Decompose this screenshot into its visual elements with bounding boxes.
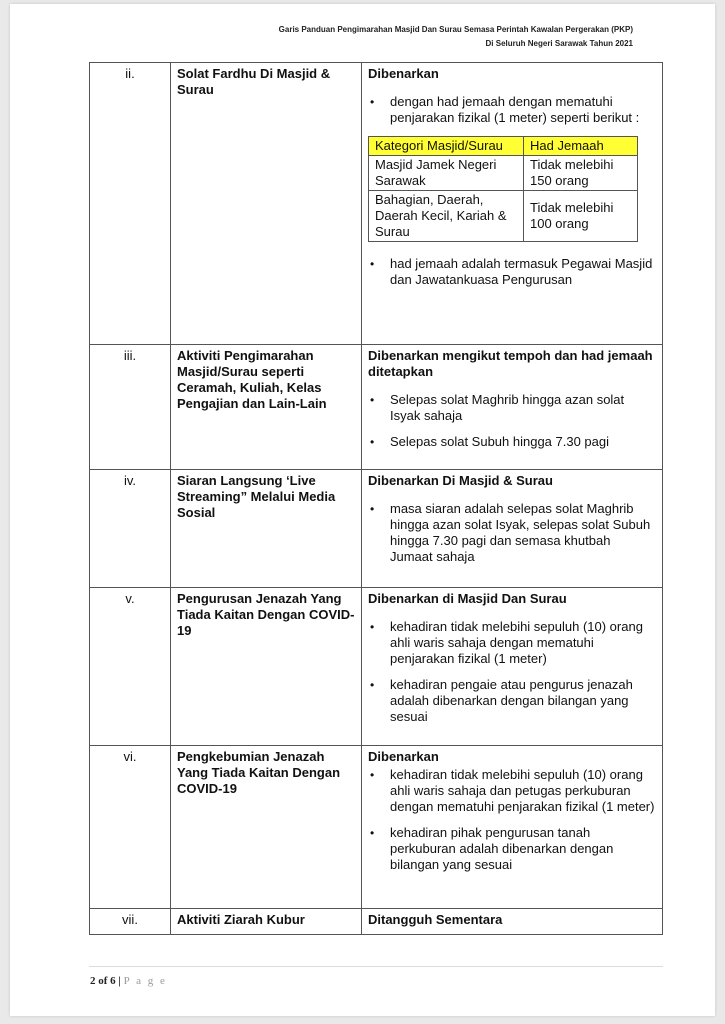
row-description [362, 746, 663, 909]
row-description [362, 63, 663, 345]
subtable-row [369, 191, 638, 242]
table-row [90, 470, 663, 588]
bullet-item: • had jemaah adalah termasuk Pegawai Masjid dan Jawatankuasa Pengurusan [390, 256, 656, 288]
row-title: Aktiviti Pengimarahan Masjid/Surau seperti Ceramah, Kuliah, Kelas Pengajian dan Lain-Lain [171, 345, 362, 470]
capacity-subtable [368, 136, 638, 242]
bullet-item: • kehadiran pihak pengurusan tanah perkuburan adalah dibenarkan dengan bilangan yang sesuai [390, 825, 656, 873]
row-number: ii. [90, 63, 171, 345]
bullet-item: • dengan had jemaah dengan mematuhi penjarakan fizikal (1 meter) seperti berikut : [390, 94, 656, 126]
subtable-header-cell: Kategori Masjid/Surau [369, 137, 524, 156]
row-description [362, 909, 663, 935]
table-row [90, 746, 663, 909]
bullet-item: • Selepas solat Maghrib hingga azan solat Isyak sahaja [390, 392, 656, 424]
footer-separator: | [118, 975, 121, 987]
row-number: iv. [90, 470, 171, 588]
subtable-header-cell: Had Jemaah [524, 137, 638, 156]
bullet-item: • kehadiran pengaie atau pengurus jenazah adalah dibenarkan dengan bilangan yang sesuai [390, 677, 656, 725]
row-title: Siaran Langsung ‘Live Streaming” Melalui Media Sosial [171, 470, 362, 588]
subtable-cell: Tidak melebihi 100 orang [524, 191, 638, 242]
row-title: Aktiviti Ziarah Kubur [171, 909, 362, 935]
row-status: Ditangguh Sementara [368, 912, 503, 927]
page-footer [90, 975, 167, 987]
row-title: Solat Fardhu Di Masjid & Surau [171, 63, 362, 345]
table-row [90, 345, 663, 470]
row-status: Dibenarkan [368, 66, 439, 81]
row-description [362, 345, 663, 470]
row-number: vii. [90, 909, 171, 935]
row-status: Dibenarkan di Masjid Dan Surau [368, 591, 567, 606]
subtable-header [369, 137, 638, 156]
document-page [10, 4, 715, 1016]
subtable-cell: Tidak melebihi 150 orang [524, 156, 638, 191]
guideline-table [89, 62, 663, 935]
subtable-cell: Masjid Jamek Negeri Sarawak [369, 156, 524, 191]
footer-divider [89, 966, 663, 967]
row-number: v. [90, 588, 171, 746]
table-row [90, 63, 663, 345]
row-title: Pengurusan Jenazah Yang Tiada Kaitan Dengan COVID-19 [171, 588, 362, 746]
row-status: Dibenarkan [368, 749, 439, 764]
row-status: Dibenarkan mengikut tempoh dan had jemaah ditetapkan [368, 348, 653, 379]
page-label: P a g e [123, 975, 167, 987]
subtable-cell: Bahagian, Daerah, Daerah Kecil, Kariah & Surau [369, 191, 524, 242]
header-title: Garis Panduan Pengimarahan Masjid Dan Surau Semasa Perintah Kawalan Pergerakan (PKP) [278, 25, 633, 34]
header-subtitle: Di Seluruh Negeri Sarawak Tahun 2021 [485, 39, 633, 48]
bullet-item: • kehadiran tidak melebihi sepuluh (10) orang ahli waris sahaja dan petugas perkuburan dengan mematuhi penjarakan fizikal (1 meter) [390, 767, 656, 815]
table-row [90, 909, 663, 935]
row-number: iii. [90, 345, 171, 470]
table-row [90, 588, 663, 746]
bullet-item: • Selepas solat Subuh hingga 7.30 pagi [390, 434, 656, 450]
page-number: 2 of 6 [90, 975, 116, 987]
subtable-row [369, 156, 638, 191]
bullet-item: • kehadiran tidak melebihi sepuluh (10) orang ahli waris sahaja dengan mematuhi penjarakan fizikal (1 meter) [390, 619, 656, 667]
row-status: Dibenarkan Di Masjid & Surau [368, 473, 553, 488]
row-title: Pengkebumian Jenazah Yang Tiada Kaitan Dengan COVID-19 [171, 746, 362, 909]
row-description [362, 588, 663, 746]
row-number: vi. [90, 746, 171, 909]
row-description [362, 470, 663, 588]
bullet-item: • masa siaran adalah selepas solat Maghrib hingga azan solat Isyak, selepas solat Subuh hingga 7.30 pagi dan semasa khutbah Jumaat sahaja [390, 501, 656, 565]
